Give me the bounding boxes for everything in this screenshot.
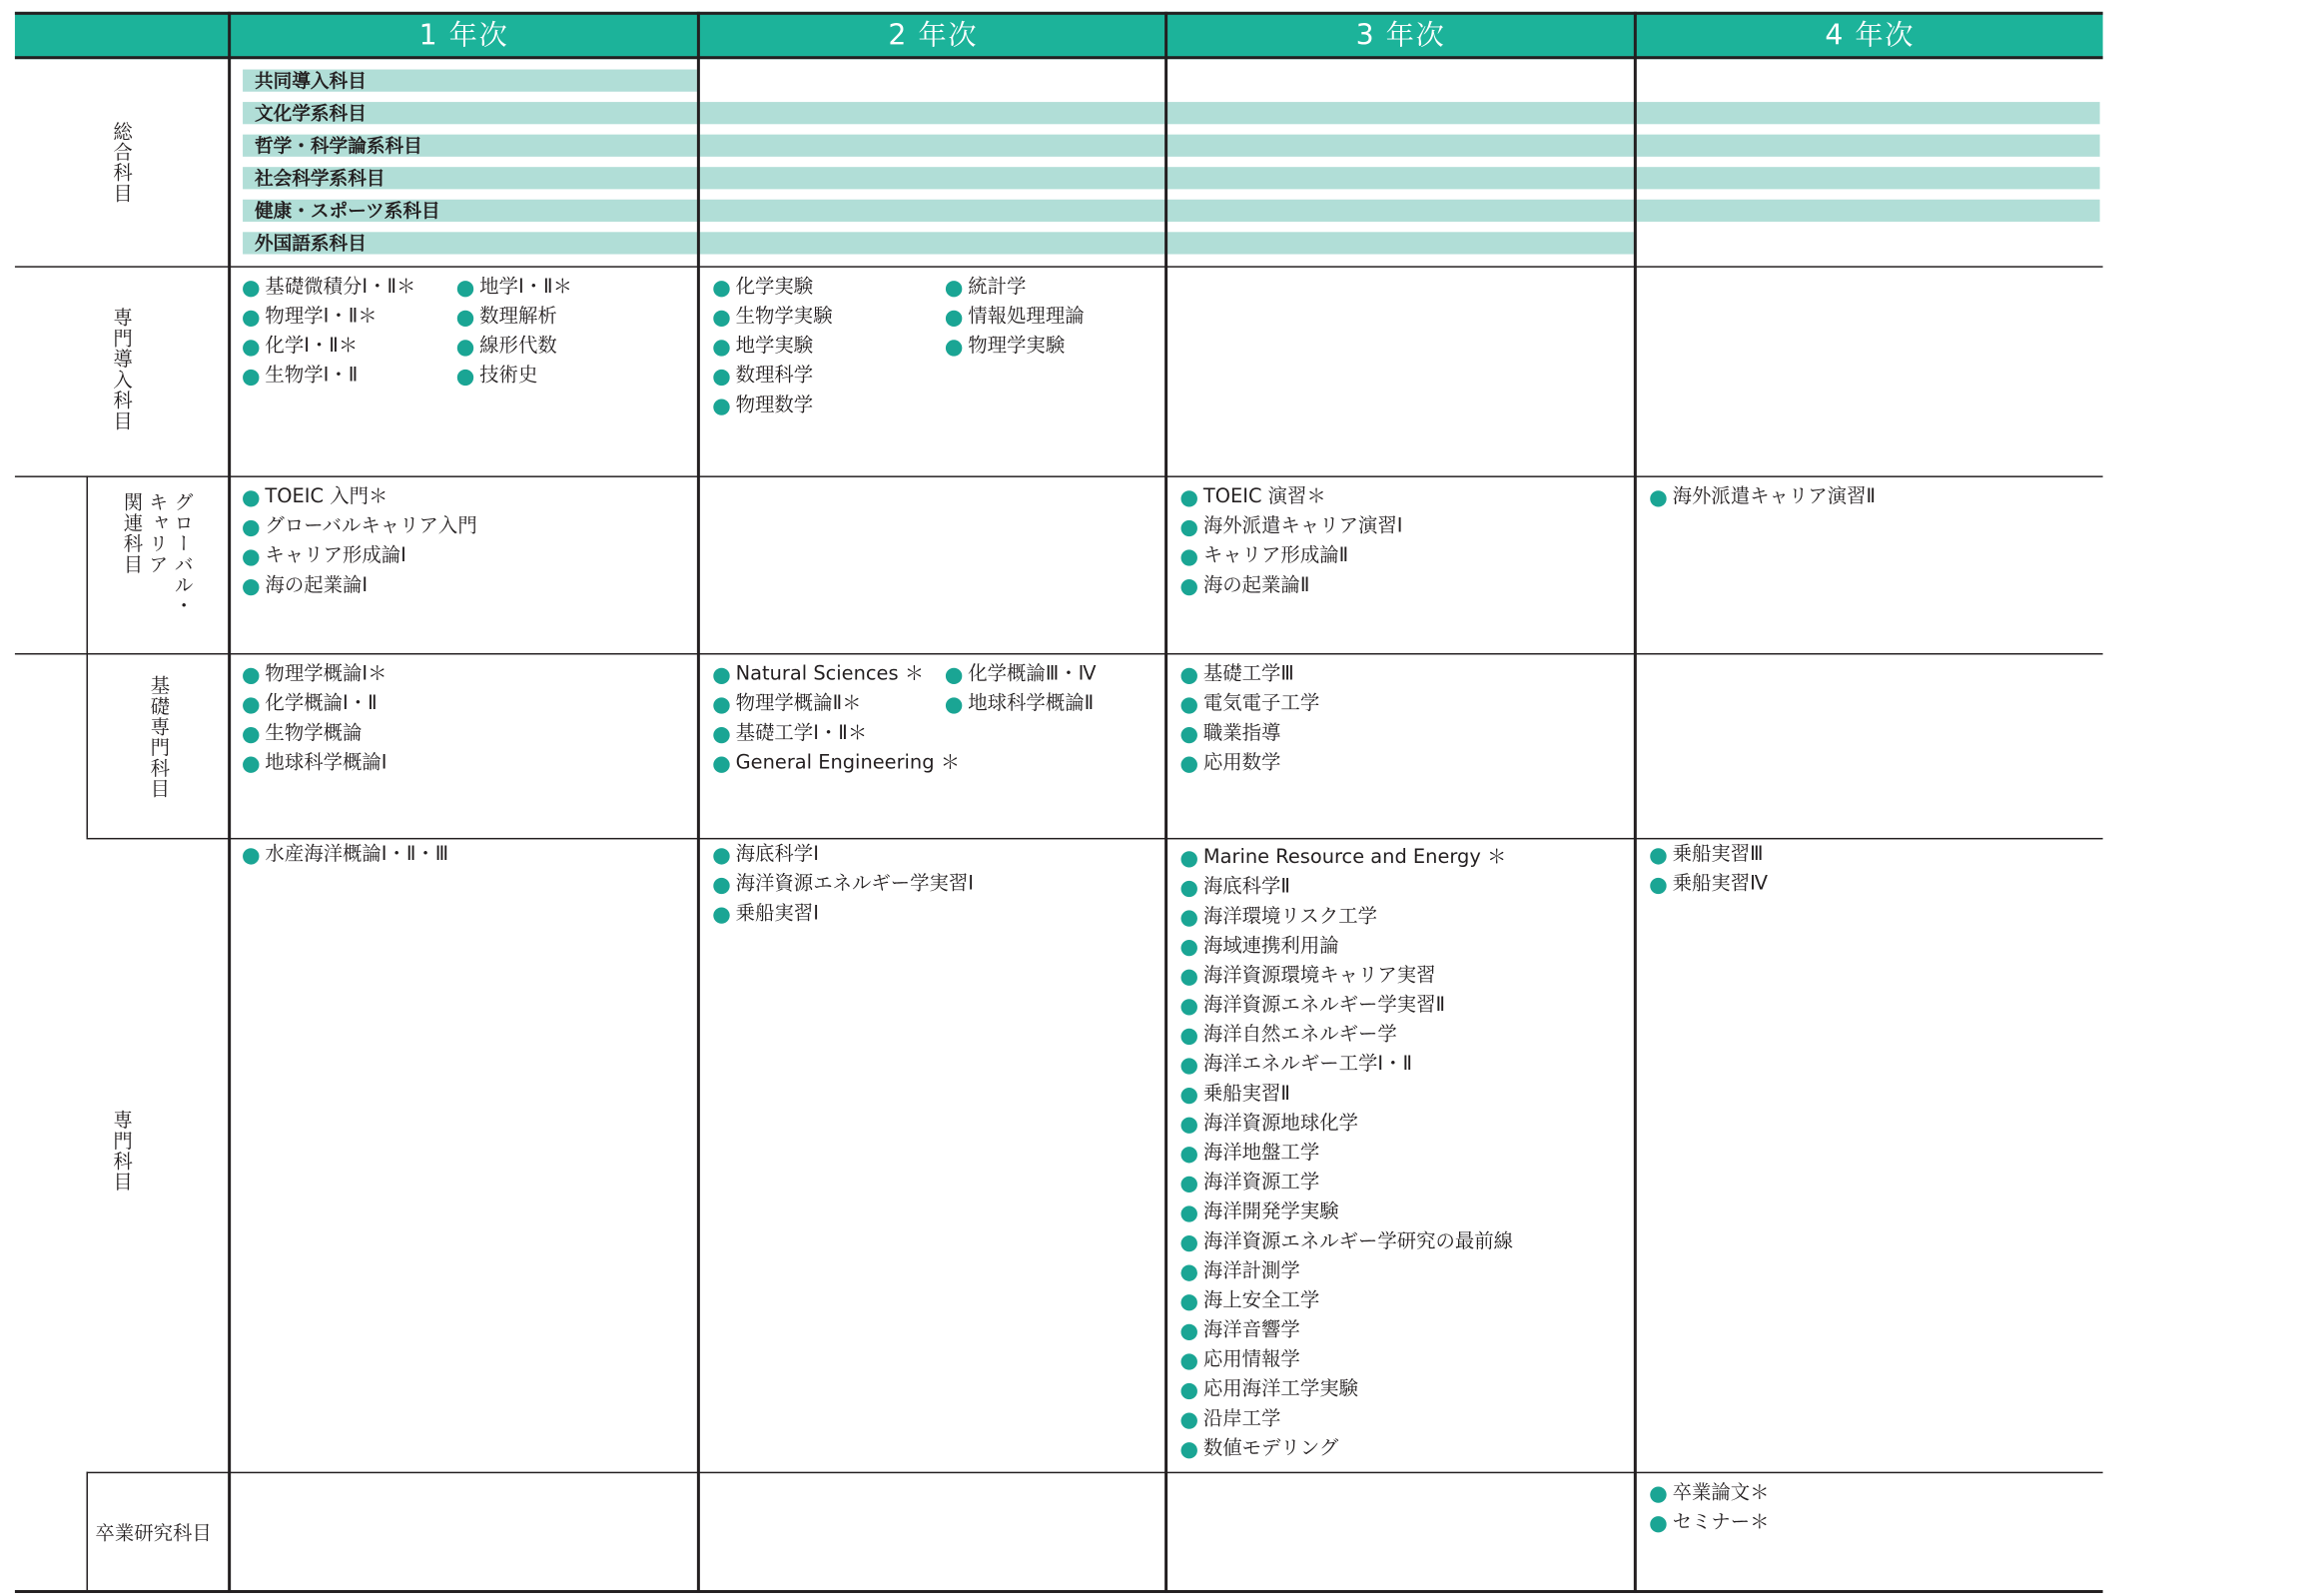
- list-item: TOEIC 演習＊: [1181, 483, 1403, 513]
- list-item: 海洋自然エネルギー学: [1181, 1021, 1514, 1051]
- list-item: 地学Ⅰ・Ⅱ＊: [457, 274, 572, 304]
- senmon-y3-list: [1181, 844, 1514, 1464]
- bullet-dot-icon: [457, 369, 473, 385]
- senmon-donyu-y2-col1: [713, 274, 832, 421]
- list-item: 物理学Ⅰ・Ⅱ＊: [243, 303, 415, 333]
- list-item: 乗船実習Ⅲ: [1650, 841, 1768, 871]
- list-item: 線形代数: [457, 333, 572, 363]
- bullet-dot-icon: [1181, 1412, 1197, 1428]
- bullet-dot-icon: [713, 726, 729, 742]
- bullet-dot-icon: [1650, 489, 1666, 505]
- kiso-y2-col1: [713, 660, 960, 778]
- list-item: 水産海洋概論Ⅰ・Ⅱ・Ⅲ: [243, 841, 448, 871]
- bullet-dot-icon: [946, 280, 962, 296]
- row-divider: [15, 266, 2103, 267]
- bullet-dot-icon: [457, 280, 473, 296]
- list-item: Marine Resource and Energy ＊: [1181, 844, 1514, 874]
- list-item: 海洋資源エネルギー学実習Ⅱ: [1181, 992, 1514, 1022]
- list-item: 海洋エネルギー工学Ⅰ・Ⅱ: [1181, 1051, 1514, 1081]
- bullet-dot-icon: [713, 340, 729, 356]
- list-item: 化学Ⅰ・Ⅱ＊: [243, 333, 415, 363]
- list-item: キャリア形成論Ⅰ: [243, 542, 477, 572]
- bullet-dot-icon: [1181, 726, 1197, 742]
- global-y1-list: [243, 483, 477, 601]
- category-senmon: 専門科目: [108, 1110, 132, 1194]
- kiso-y3-list: [1181, 660, 1320, 778]
- list-item: 生物学概論: [243, 720, 386, 750]
- sogo-bar-tetsugaku: [243, 135, 2100, 157]
- category-global-line2: キャリア: [144, 491, 168, 575]
- bullet-dot-icon: [946, 667, 962, 683]
- bullet-dot-icon: [243, 489, 259, 505]
- sotsugyo-y4-list: [1650, 1479, 1769, 1538]
- year-header-3: 3 年次: [1355, 19, 1446, 52]
- list-item: 物理学概論Ⅱ＊: [713, 690, 960, 720]
- senmon-donyu-y1-col1: [243, 274, 415, 392]
- bullet-dot-icon: [1181, 1028, 1197, 1044]
- bullet-dot-icon: [1181, 1117, 1197, 1133]
- list-item: 地球科学概論Ⅰ: [243, 749, 386, 779]
- bullet-dot-icon: [713, 877, 729, 893]
- kiso-y1-list: [243, 660, 386, 778]
- list-item: 海の起業論Ⅰ: [243, 572, 477, 602]
- bullet-dot-icon: [946, 310, 962, 326]
- year-header-1: 1 年次: [418, 19, 509, 52]
- sogo-label-kyodo: 共同導入科目: [254, 69, 367, 92]
- list-item: 職業指導: [1181, 720, 1320, 750]
- list-item: TOEIC 入門＊: [243, 483, 477, 513]
- row-divider: [15, 475, 2103, 476]
- senmon-y2-list: [713, 841, 974, 930]
- bullet-dot-icon: [713, 280, 729, 296]
- list-item: 化学概論Ⅰ・Ⅱ: [243, 690, 386, 720]
- bullet-dot-icon: [1181, 1264, 1197, 1280]
- bullet-dot-icon: [713, 848, 729, 864]
- senmon-donyu-y2-col2: [946, 274, 1085, 363]
- list-item: 沿岸工学: [1181, 1405, 1514, 1435]
- column-divider: [697, 12, 700, 1593]
- global-y3-list: [1181, 483, 1403, 601]
- list-item: 乗船実習Ⅱ: [1181, 1081, 1514, 1111]
- list-item: セミナー＊: [1650, 1509, 1769, 1539]
- list-item: 海洋資源エネルギー学研究の最前線: [1181, 1228, 1514, 1258]
- sogo-bar-kenko: [243, 200, 2100, 222]
- list-item: 乗船実習Ⅰ: [713, 900, 974, 930]
- bullet-dot-icon: [243, 340, 259, 356]
- list-item: 応用情報学: [1181, 1346, 1514, 1376]
- bullet-dot-icon: [1650, 1486, 1666, 1502]
- list-item: 電気電子工学: [1181, 690, 1320, 720]
- list-item: 技術史: [457, 363, 572, 393]
- list-item: 海外派遣キャリア演習Ⅰ: [1181, 512, 1403, 542]
- list-item: 基礎工学Ⅲ: [1181, 660, 1320, 690]
- bullet-dot-icon: [1181, 1146, 1197, 1162]
- bullet-dot-icon: [1181, 1382, 1197, 1398]
- sogo-label-kenko: 健康・スポーツ系科目: [254, 199, 440, 222]
- bullet-dot-icon: [243, 519, 259, 535]
- sogo-bar-shakai: [243, 167, 2100, 189]
- list-item: 海洋音響学: [1181, 1316, 1514, 1346]
- bullet-dot-icon: [1181, 578, 1197, 594]
- list-item: 海域連携利用論: [1181, 933, 1514, 963]
- bullet-dot-icon: [243, 697, 259, 713]
- list-item: 物理学実験: [946, 333, 1085, 363]
- column-divider: [228, 12, 231, 1593]
- bullet-dot-icon: [1181, 1441, 1197, 1457]
- bullet-dot-icon: [946, 340, 962, 356]
- bullet-dot-icon: [243, 578, 259, 594]
- sogo-label-gaikokugo: 外国語系科目: [254, 232, 367, 255]
- list-item: キャリア形成論Ⅱ: [1181, 542, 1403, 572]
- bullet-dot-icon: [1650, 877, 1666, 893]
- list-item: 地学実験: [713, 333, 832, 363]
- bullet-dot-icon: [1181, 1234, 1197, 1250]
- list-item: 海洋資源地球化学: [1181, 1110, 1514, 1140]
- bullet-dot-icon: [713, 756, 729, 772]
- bullet-dot-icon: [243, 848, 259, 864]
- bullet-dot-icon: [713, 667, 729, 683]
- list-item: 海上安全工学: [1181, 1287, 1514, 1317]
- list-item: General Engineering ＊: [713, 749, 960, 779]
- bullet-dot-icon: [1181, 697, 1197, 713]
- list-item: 乗船実習Ⅳ: [1650, 870, 1768, 900]
- list-item: 海洋環境リスク工学: [1181, 903, 1514, 933]
- bullet-dot-icon: [1650, 1515, 1666, 1531]
- category-sotsugyo: 卒業研究科目: [95, 1523, 212, 1546]
- list-item: 数理科学: [713, 363, 832, 393]
- bullet-dot-icon: [457, 310, 473, 326]
- bullet-dot-icon: [1181, 1353, 1197, 1369]
- sogo-label-bunka: 文化学系科目: [254, 102, 367, 125]
- bullet-dot-icon: [1181, 910, 1197, 926]
- list-item: 統計学: [946, 274, 1085, 304]
- bullet-dot-icon: [1181, 489, 1197, 505]
- column-divider: [1634, 12, 1637, 1593]
- sogo-bar-gaikokugo: [243, 232, 1634, 254]
- bullet-dot-icon: [713, 697, 729, 713]
- bullet-dot-icon: [457, 340, 473, 356]
- list-item: 海洋資源環境キャリア実習: [1181, 962, 1514, 992]
- bullet-dot-icon: [243, 549, 259, 565]
- column-divider: [1164, 12, 1167, 1593]
- bullet-dot-icon: [1181, 667, 1197, 683]
- bullet-dot-icon: [713, 399, 729, 414]
- kiso-y2-col2: [946, 660, 1097, 719]
- bullet-dot-icon: [243, 280, 259, 296]
- list-item: 卒業論文＊: [1650, 1479, 1769, 1509]
- bullet-dot-icon: [713, 310, 729, 326]
- bullet-dot-icon: [1650, 848, 1666, 864]
- bullet-dot-icon: [1181, 1323, 1197, 1339]
- list-item: 海底科学Ⅰ: [713, 841, 974, 871]
- bullet-dot-icon: [1181, 851, 1197, 867]
- list-item: 海洋計測学: [1181, 1257, 1514, 1287]
- category-senmon-donyu: 専門導入科目: [108, 307, 132, 432]
- list-item: 海の起業論Ⅱ: [1181, 572, 1403, 602]
- list-item: 海洋資源工学: [1181, 1169, 1514, 1198]
- list-item: 情報処理理論: [946, 303, 1085, 333]
- list-item: 物理学概論Ⅰ＊: [243, 660, 386, 690]
- subcategory-divider: [86, 1472, 87, 1590]
- sogo-label-shakai: 社会科学系科目: [254, 167, 385, 190]
- senmon-donyu-y1-col2: [457, 274, 572, 392]
- list-item: 数理解析: [457, 303, 572, 333]
- list-item: グローバルキャリア入門: [243, 512, 477, 542]
- category-kiso: 基礎専門科目: [146, 675, 169, 800]
- bullet-dot-icon: [243, 369, 259, 385]
- bullet-dot-icon: [1181, 756, 1197, 772]
- bullet-dot-icon: [1181, 1293, 1197, 1309]
- bullet-dot-icon: [1181, 998, 1197, 1014]
- list-item: 地球科学概論Ⅱ: [946, 690, 1097, 720]
- list-item: 海洋資源エネルギー学実習Ⅰ: [713, 870, 974, 900]
- list-item: 海底科学Ⅱ: [1181, 873, 1514, 903]
- row-divider: [86, 838, 2102, 839]
- bullet-dot-icon: [1181, 549, 1197, 565]
- bullet-dot-icon: [243, 726, 259, 742]
- list-item: 基礎微積分Ⅰ・Ⅱ＊: [243, 274, 415, 304]
- bullet-dot-icon: [1181, 880, 1197, 896]
- bullet-dot-icon: [946, 697, 962, 713]
- subcategory-divider: [86, 475, 87, 838]
- global-y4-list: [1650, 483, 1876, 513]
- senmon-y1-list: [243, 841, 448, 871]
- bullet-dot-icon: [713, 907, 729, 923]
- bullet-dot-icon: [1181, 969, 1197, 985]
- bullet-dot-icon: [1181, 1087, 1197, 1103]
- row-divider: [86, 1472, 2102, 1473]
- list-item: 海洋地盤工学: [1181, 1140, 1514, 1170]
- bullet-dot-icon: [1181, 1176, 1197, 1192]
- list-item: Natural Sciences ＊: [713, 660, 960, 690]
- bullet-dot-icon: [1181, 939, 1197, 955]
- category-sogo: 総合科目: [108, 121, 132, 205]
- list-item: 化学実験: [713, 274, 832, 304]
- list-item: 海外派遣キャリア演習Ⅱ: [1650, 483, 1876, 513]
- list-item: 生物学実験: [713, 303, 832, 333]
- senmon-y4-list: [1650, 841, 1768, 900]
- list-item: 基礎工学Ⅰ・Ⅱ＊: [713, 720, 960, 750]
- category-global-line3: 関連科目: [119, 491, 142, 575]
- list-item: 応用数学: [1181, 749, 1320, 779]
- list-item: 数値モデリング: [1181, 1435, 1514, 1465]
- bullet-dot-icon: [1181, 1205, 1197, 1221]
- bullet-dot-icon: [713, 369, 729, 385]
- list-item: 海洋開発学実験: [1181, 1198, 1514, 1228]
- year-header-4: 4 年次: [1825, 19, 1916, 52]
- category-global-line1: グローバル・: [169, 491, 193, 616]
- sogo-bar-bunka: [243, 102, 2100, 124]
- table-bottom-border: [15, 1590, 2103, 1593]
- list-item: 物理数学: [713, 392, 832, 421]
- bullet-dot-icon: [243, 756, 259, 772]
- bullet-dot-icon: [1181, 1058, 1197, 1074]
- bullet-dot-icon: [243, 310, 259, 326]
- sogo-label-tetsugaku: 哲学・科学論系科目: [254, 134, 422, 157]
- list-item: 生物学Ⅰ・Ⅱ: [243, 363, 415, 393]
- list-item: 化学概論Ⅲ・Ⅳ: [946, 660, 1097, 690]
- row-divider: [15, 653, 2103, 654]
- list-item: 応用海洋工学実験: [1181, 1376, 1514, 1406]
- year-header-2: 2 年次: [888, 19, 979, 52]
- bullet-dot-icon: [243, 667, 259, 683]
- bullet-dot-icon: [1181, 519, 1197, 535]
